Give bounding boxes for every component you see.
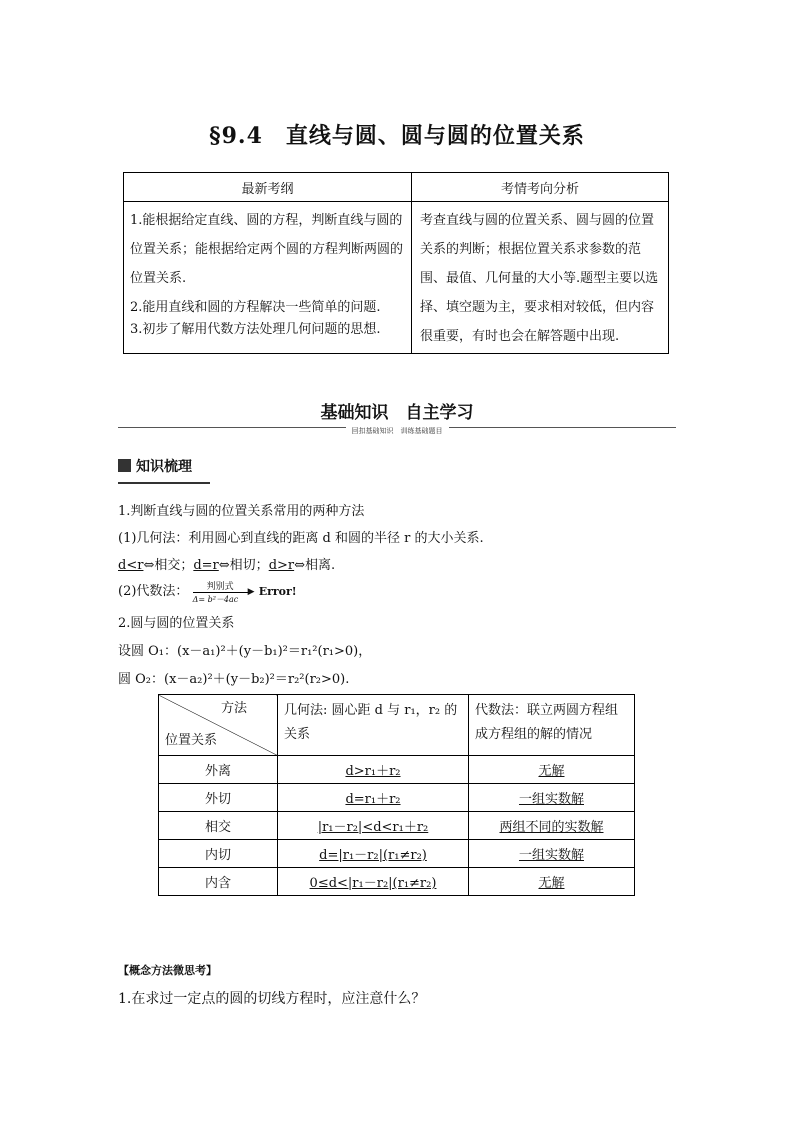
row-geo: |r₁－r₂|<d<r₁＋r₂ xyxy=(278,812,469,840)
outline-left-cell xyxy=(124,202,412,354)
arrow-line xyxy=(193,592,251,593)
row-alg: 一组实数解 xyxy=(469,840,635,868)
row-name: 外切 xyxy=(159,784,278,812)
outline-left-item: 2.能用直线和圆的方程解决一些简单的问题. xyxy=(130,300,381,315)
outline-right-text: 考查直线与圆的位置关系、圆与圆的位置关系的判断；根据位置关系求参数的范围、最值、几何量的大小等.题型主要以选择、填空题为主，要求相对较低，但内容很重要，有时也会在解答题中出现. xyxy=(420,213,659,344)
rel-separate-text: ⇔相离. xyxy=(294,558,336,573)
row-geo: 0≤d<|r₁－r₂|(r₁≠r₂) xyxy=(278,868,469,896)
discriminant-arrow xyxy=(193,581,255,603)
outline-left-item: 1.能根据给定直线、圆的方程，判断直线与圆的位置关系；能根据给定两个圆的方程判断两圆的位置关系. xyxy=(130,213,404,286)
rel-separate: d>r xyxy=(268,558,295,573)
row-alg: 一组实数解 xyxy=(469,784,635,812)
row-name: 内切 xyxy=(159,840,278,868)
p1-algebra xyxy=(118,580,297,603)
discriminant-label: 判别式 xyxy=(206,581,234,592)
corner-top: 方法 xyxy=(220,701,247,716)
table-row xyxy=(159,840,635,868)
section-title: 基础知识 自主学习 xyxy=(320,403,474,423)
row-name: 外离 xyxy=(159,756,278,784)
rel-tangent-text: ⇔相切； xyxy=(218,558,269,573)
p2-circle-o1: 设圆 O₁：(x－a₁)²＋(y－b₁)²＝r₁²(r₁>0)， xyxy=(118,644,372,659)
p2-title: 2.圆与圆的位置关系 xyxy=(118,616,235,631)
table-row xyxy=(159,784,635,812)
row-alg: 无解 xyxy=(469,756,635,784)
p1-geo: (1)几何法：利用圆心到直线的距离 d 和圆的半径 r 的大小关系. xyxy=(118,531,484,546)
table-row xyxy=(159,812,635,840)
algebra-result: Error! xyxy=(258,585,297,598)
think-label: 【概念方法微思考】 xyxy=(118,964,217,977)
row-geo: d>r₁＋r₂ xyxy=(278,756,469,784)
corner-bottom: 位置关系 xyxy=(165,733,218,748)
section-subtitle-wrap xyxy=(0,421,794,437)
table-row xyxy=(159,756,635,784)
col-alg-header: 代数法：联立两圆方程组成方程组的解的情况 xyxy=(469,695,635,756)
outline-table xyxy=(123,172,669,354)
table-row xyxy=(159,868,635,896)
p1-title: 1.判断直线与圆的位置关系常用的两种方法 xyxy=(118,504,365,519)
row-geo: d=|r₁－r₂|(r₁≠r₂) xyxy=(278,840,469,868)
think-question-1: 1.在求过一定点的圆的切线方程时，应注意什么？ xyxy=(118,991,426,1007)
knowledge-tag-label: 知识梳理 xyxy=(136,459,192,475)
section-subtitle: 回扣基础知识 训练基础题目 xyxy=(346,427,449,435)
outline-left-item: 3.初步了解用代数方法处理几何问题的思想. xyxy=(130,322,381,337)
outline-right-cell xyxy=(412,202,669,354)
rel-intersect-text: ⇔相交； xyxy=(143,558,194,573)
circle-relation-table xyxy=(158,694,635,896)
outline-header-right: 考情考向分析 xyxy=(412,173,669,202)
rel-tangent: d=r xyxy=(193,558,219,573)
page-title: §9.4 直线与圆、圆与圆的位置关系 xyxy=(209,123,585,149)
row-name: 相交 xyxy=(159,812,278,840)
square-icon xyxy=(118,459,131,472)
tag-underline xyxy=(118,482,210,484)
p2-circle-o2: 圆 O₂：(x－a₂)²＋(y－b₂)²＝r₂²(r₂>0). xyxy=(118,672,350,687)
corner-cell xyxy=(159,695,278,756)
outline-header-left: 最新考纲 xyxy=(124,173,412,202)
row-name: 内含 xyxy=(159,868,278,896)
discriminant-formula: Δ= b²－4ac xyxy=(192,594,239,604)
row-alg: 无解 xyxy=(469,868,635,896)
arrow-head-icon: ▶ xyxy=(247,586,255,597)
row-alg: 两组不同的实数解 xyxy=(469,812,635,840)
algebra-label: (2)代数法： xyxy=(118,584,189,599)
row-geo: d=r₁＋r₂ xyxy=(278,784,469,812)
rel-intersect: d<r xyxy=(118,558,144,573)
p1-relations xyxy=(118,554,335,573)
knowledge-tag xyxy=(118,456,192,476)
col-geo-header: 几何法: 圆心距 d 与 r₁，r₂ 的关系 xyxy=(278,695,469,756)
